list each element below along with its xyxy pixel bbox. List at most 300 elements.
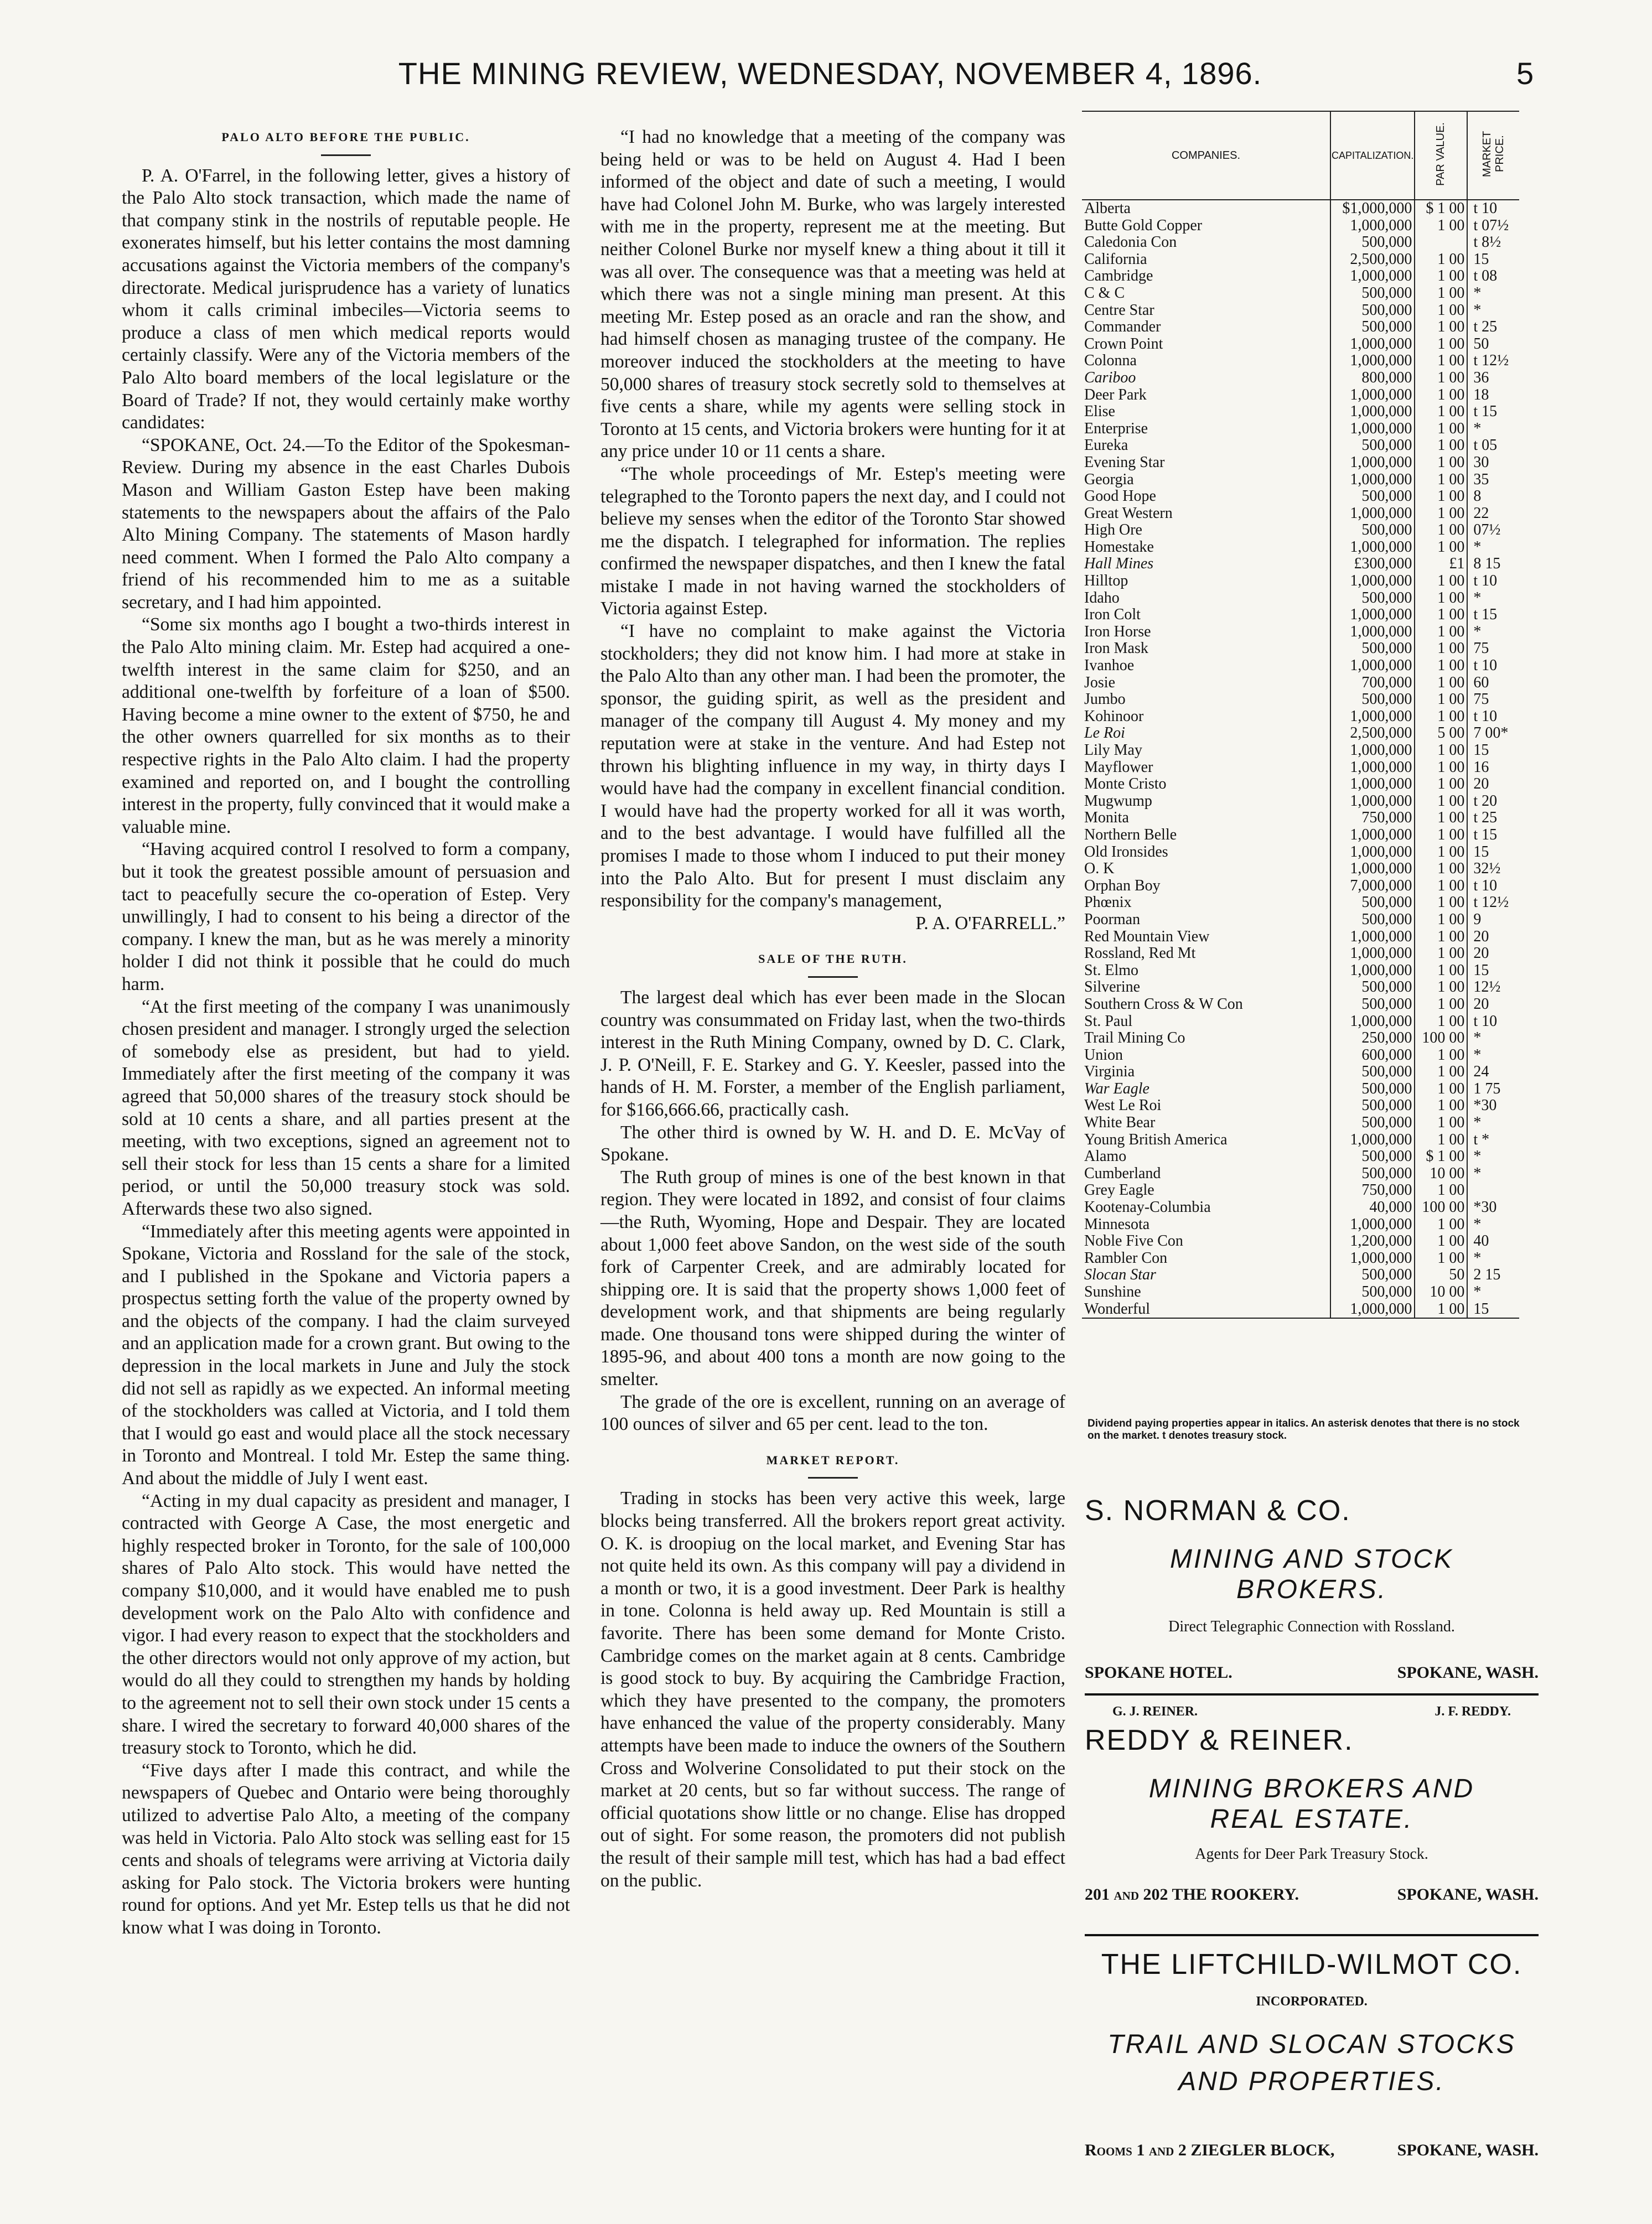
par-value: 1 00 bbox=[1415, 1081, 1467, 1098]
par-value: 1 00 bbox=[1415, 590, 1467, 607]
capitalization: 1,000,000 bbox=[1330, 844, 1415, 861]
market-price: 75 bbox=[1467, 640, 1519, 657]
market-price: * bbox=[1467, 1114, 1519, 1132]
stock-row bbox=[1082, 387, 1519, 404]
market-price: t 25 bbox=[1467, 810, 1519, 827]
company-name: Noble Five Con bbox=[1084, 1232, 1183, 1250]
stock-row bbox=[1082, 1250, 1519, 1267]
capitalization: 1,000,000 bbox=[1330, 1301, 1415, 1319]
company-name: Great Western bbox=[1084, 504, 1173, 522]
par-value: 1 00 bbox=[1415, 268, 1467, 285]
stock-row bbox=[1082, 640, 1519, 657]
par-value: 50 bbox=[1415, 1267, 1467, 1284]
stock-row bbox=[1082, 708, 1519, 725]
capitalization: 1,000,000 bbox=[1330, 454, 1415, 471]
par-value: 100 00 bbox=[1415, 1030, 1467, 1047]
market-price: * bbox=[1467, 624, 1519, 641]
ad-norman-line3: Direct Telegraphic Connection with Rossland. bbox=[1168, 1618, 1455, 1635]
capitalization: 500,000 bbox=[1330, 691, 1415, 708]
capitalization: 1,000,000 bbox=[1330, 403, 1415, 421]
company-name: Deer Park bbox=[1084, 386, 1147, 403]
market-price: 32½ bbox=[1467, 860, 1519, 878]
stock-row bbox=[1082, 1030, 1519, 1047]
stock-row bbox=[1082, 827, 1519, 844]
market-price: 8 15 bbox=[1467, 556, 1519, 573]
par-value: 1 00 bbox=[1415, 945, 1467, 962]
capitalization: 500,000 bbox=[1330, 488, 1415, 505]
stock-row bbox=[1082, 1148, 1519, 1165]
par-value: 1 00 bbox=[1415, 1233, 1467, 1250]
company-name: Le Roi bbox=[1084, 724, 1125, 742]
stock-row bbox=[1082, 1267, 1519, 1284]
par-value bbox=[1415, 234, 1467, 251]
company-name: High Ore bbox=[1084, 521, 1142, 539]
company-name: Poorman bbox=[1084, 910, 1141, 928]
paragraph: The largest deal which has ever been made in the Slocan country was consummated on Friday last, when the two-thirds interest in the Ruth Mining Company, owned by D. C. Clark, J. P. O'Neill, F. E. Starkey and G. Y. Keesler, passed into the hands of H. M. Forster, a member of the English parliament, for $166,666.66, practically cash. bbox=[600, 987, 1065, 1120]
capitalization: £300,000 bbox=[1330, 556, 1415, 573]
capitalization: 1,000,000 bbox=[1330, 827, 1415, 844]
market-price: 60 bbox=[1467, 675, 1519, 692]
capitalization: 1,000,000 bbox=[1330, 539, 1415, 556]
ad-norman-address: SPOKANE HOTEL. bbox=[1085, 1663, 1232, 1682]
market-price: *30 bbox=[1467, 1097, 1519, 1114]
par-value: 1 00 bbox=[1415, 759, 1467, 776]
ad-norman-line2: BROKERS. bbox=[1236, 1575, 1387, 1604]
par-value: 10 00 bbox=[1415, 1165, 1467, 1183]
company-name: Enterprise bbox=[1084, 419, 1148, 437]
market-price: 35 bbox=[1467, 471, 1519, 489]
par-value: 1 00 bbox=[1415, 387, 1467, 404]
capitalization: 1,000,000 bbox=[1330, 336, 1415, 353]
stock-row bbox=[1082, 471, 1519, 489]
company-name: White Bear bbox=[1084, 1114, 1156, 1132]
capitalization: 800,000 bbox=[1330, 370, 1415, 387]
paragraph: The grade of the ore is excellent, running on an average of 100 ounces of silver and 65 per cent. lead to the ton. bbox=[600, 1391, 1065, 1435]
market-price: * bbox=[1467, 285, 1519, 302]
capitalization: 1,000,000 bbox=[1330, 1250, 1415, 1267]
stock-row bbox=[1082, 606, 1519, 624]
ad-reddy-partner-left: G. J. REINER. bbox=[1112, 1704, 1198, 1719]
par-value: 1 00 bbox=[1415, 370, 1467, 387]
capitalization: 600,000 bbox=[1330, 1047, 1415, 1064]
par-value: 1 00 bbox=[1415, 352, 1467, 370]
capitalization: 1,000,000 bbox=[1330, 776, 1415, 793]
stock-row bbox=[1082, 1047, 1519, 1064]
stock-row bbox=[1082, 522, 1519, 539]
stock-row bbox=[1082, 319, 1519, 336]
stock-row bbox=[1082, 844, 1519, 861]
company-name: Colonna bbox=[1084, 352, 1137, 370]
company-name: Trail Mining Co bbox=[1084, 1029, 1185, 1047]
market-price: t 15 bbox=[1467, 403, 1519, 421]
paragraph: The other third is owned by W. H. and D. E. McVay of Spokane. bbox=[600, 1122, 1065, 1165]
market-price: 9 bbox=[1467, 911, 1519, 929]
ad-liftchild-name: THE LIFTCHILD-WILMOT CO. bbox=[1101, 1948, 1522, 1981]
par-value: 1 00 bbox=[1415, 860, 1467, 878]
market-price: 30 bbox=[1467, 454, 1519, 471]
market-price: t 12½ bbox=[1467, 352, 1519, 370]
heading-rule bbox=[808, 1477, 858, 1479]
table-footnote: Dividend paying properties appear in italics. An asterisk denotes that there is no stock on the market. t denotes treasury stock. bbox=[1087, 1418, 1520, 1442]
market-price: 15 bbox=[1467, 251, 1519, 268]
capitalization: 500,000 bbox=[1330, 1267, 1415, 1284]
capitalization: 500,000 bbox=[1330, 1114, 1415, 1132]
market-price: t 8½ bbox=[1467, 234, 1519, 251]
capitalization: 500,000 bbox=[1330, 1097, 1415, 1114]
capitalization: 1,000,000 bbox=[1330, 471, 1415, 489]
market-price: 36 bbox=[1467, 370, 1519, 387]
market-price: 18 bbox=[1467, 387, 1519, 404]
stock-table-body bbox=[1082, 200, 1519, 1318]
stock-row bbox=[1082, 556, 1519, 573]
company-name: Lily May bbox=[1084, 742, 1142, 759]
par-value: 100 00 bbox=[1415, 1199, 1467, 1216]
article-heading-market: MARKET REPORT. bbox=[766, 1453, 900, 1467]
par-value: 1 00 bbox=[1415, 573, 1467, 590]
par-value: 10 00 bbox=[1415, 1284, 1467, 1301]
capitalization: 2,500,000 bbox=[1330, 251, 1415, 268]
signature: P. A. O'FARRELL.” bbox=[915, 913, 1065, 934]
market-price: 20 bbox=[1467, 929, 1519, 946]
market-price bbox=[1467, 1182, 1519, 1199]
par-value: 1 00 bbox=[1415, 606, 1467, 624]
company-name: Young British America bbox=[1084, 1131, 1228, 1148]
par-value: 1 00 bbox=[1415, 675, 1467, 692]
par-value: 1 00 bbox=[1415, 403, 1467, 421]
company-name: Monte Cristo bbox=[1084, 775, 1167, 793]
company-name: Slocan Star bbox=[1084, 1266, 1156, 1284]
market-price: t 07½ bbox=[1467, 217, 1519, 235]
stock-row bbox=[1082, 1064, 1519, 1081]
capitalization: 1,000,000 bbox=[1330, 1013, 1415, 1030]
par-value: 1 00 bbox=[1415, 471, 1467, 489]
stock-row bbox=[1082, 1097, 1519, 1114]
stock-row bbox=[1082, 234, 1519, 251]
par-value: 1 00 bbox=[1415, 522, 1467, 539]
capitalization: 1,000,000 bbox=[1330, 606, 1415, 624]
stock-row bbox=[1082, 860, 1519, 878]
par-value: 1 00 bbox=[1415, 844, 1467, 861]
ad-reddy-reiner bbox=[1085, 1704, 1539, 1904]
market-price: t 10 bbox=[1467, 200, 1519, 217]
market-price: 12½ bbox=[1467, 979, 1519, 996]
company-name: Elise bbox=[1084, 403, 1115, 421]
stock-row bbox=[1082, 302, 1519, 319]
market-price: t 10 bbox=[1467, 573, 1519, 590]
market-price: 07½ bbox=[1467, 522, 1519, 539]
ad-liftchild-wilmot bbox=[1085, 1948, 1539, 2160]
capitalization: 7,000,000 bbox=[1330, 878, 1415, 895]
stock-row bbox=[1082, 454, 1519, 471]
heading-rule bbox=[321, 154, 371, 156]
capitalization: 750,000 bbox=[1330, 810, 1415, 827]
capitalization: 700,000 bbox=[1330, 675, 1415, 692]
ad-divider bbox=[1085, 1693, 1539, 1696]
capitalization: 2,500,000 bbox=[1330, 725, 1415, 742]
capitalization: 500,000 bbox=[1330, 1064, 1415, 1081]
company-name: Southern Cross & W Con bbox=[1084, 995, 1243, 1013]
ad-reddy-line1: MINING BROKERS AND bbox=[1148, 1774, 1475, 1803]
paragraph: “Acting in my dual capacity as president and manager, I contracted with George A Case, the most energetic and highly respected broker in Toronto, for the sale of 100,000 shares of Palo Alto stock. This would have netted the company $10,000, and it would have enabled me to push development work on the Palo Alto with confidence and vigor. I had every reason to expect that the stockholders and the other directors would not only approve of my action, but would do all they could to strengthen my hands by holding to the agreement not to sell their own stock under 15 cents a share. I wired the secretary to forward 40,000 shares of the treasury stock to Toronto, which he did. bbox=[122, 1490, 570, 1759]
par-value: 1 00 bbox=[1415, 336, 1467, 353]
par-value: 1 00 bbox=[1415, 708, 1467, 725]
ad-reddy-city: SPOKANE, WASH. bbox=[1397, 1885, 1539, 1904]
market-price: * bbox=[1467, 1165, 1519, 1183]
market-price: 15 bbox=[1467, 742, 1519, 759]
market-price: 50 bbox=[1467, 336, 1519, 353]
par-value: 1 00 bbox=[1415, 454, 1467, 471]
par-value: 1 00 bbox=[1415, 657, 1467, 675]
par-value: 1 00 bbox=[1415, 624, 1467, 641]
company-name: Old Ironsides bbox=[1084, 843, 1168, 860]
company-name: O. K bbox=[1084, 860, 1115, 878]
capitalization: 1,000,000 bbox=[1330, 962, 1415, 979]
market-price: * bbox=[1467, 1216, 1519, 1233]
capitalization: 500,000 bbox=[1330, 1165, 1415, 1183]
stock-row bbox=[1082, 1081, 1519, 1098]
company-name: Iron Colt bbox=[1084, 606, 1141, 624]
stock-row bbox=[1082, 1199, 1519, 1216]
company-name: C & C bbox=[1084, 284, 1125, 302]
par-value: 1 00 bbox=[1415, 1132, 1467, 1149]
ad-liftchild-address: Rooms 1 and 2 ZIEGLER BLOCK, bbox=[1085, 2141, 1335, 2159]
par-value: 1 00 bbox=[1415, 996, 1467, 1013]
header-par-value bbox=[1415, 111, 1467, 200]
capitalization: 1,000,000 bbox=[1330, 742, 1415, 759]
stock-row bbox=[1082, 945, 1519, 962]
company-name: West Le Roi bbox=[1084, 1097, 1162, 1114]
capitalization: 40,000 bbox=[1330, 1199, 1415, 1216]
company-name: Rossland, Red Mt bbox=[1084, 945, 1196, 962]
market-price: t 20 bbox=[1467, 793, 1519, 810]
market-price: * bbox=[1467, 590, 1519, 607]
company-name: Josie bbox=[1084, 673, 1115, 691]
stock-row bbox=[1082, 217, 1519, 235]
capitalization: 500,000 bbox=[1330, 522, 1415, 539]
column-2 bbox=[600, 126, 1065, 1892]
market-price: t 08 bbox=[1467, 268, 1519, 285]
capitalization: 1,000,000 bbox=[1330, 657, 1415, 675]
company-name: Union bbox=[1084, 1046, 1123, 1064]
market-price: * bbox=[1467, 1148, 1519, 1165]
market-price: 15 bbox=[1467, 844, 1519, 861]
stock-row bbox=[1082, 1114, 1519, 1132]
stock-row bbox=[1082, 725, 1519, 742]
par-value: 1 00 bbox=[1415, 319, 1467, 336]
par-value: 1 00 bbox=[1415, 911, 1467, 929]
ad-reddy-address: 201 and 202 THE ROOKERY. bbox=[1085, 1885, 1299, 1904]
stock-row bbox=[1082, 251, 1519, 268]
company-name: Wonderful bbox=[1082, 1301, 1330, 1319]
par-value: 1 00 bbox=[1415, 810, 1467, 827]
par-value: 1 00 bbox=[1415, 962, 1467, 979]
capitalization: 500,000 bbox=[1330, 979, 1415, 996]
par-value: 1 00 bbox=[1415, 1064, 1467, 1081]
stock-row bbox=[1082, 200, 1519, 217]
par-value: 1 00 bbox=[1415, 1216, 1467, 1233]
stock-row bbox=[1082, 1233, 1519, 1250]
stock-row bbox=[1082, 336, 1519, 353]
company-name: Minnesota bbox=[1084, 1215, 1150, 1233]
ad-reddy-partner-right: J. F. REDDY. bbox=[1435, 1704, 1511, 1719]
capitalization: 500,000 bbox=[1330, 319, 1415, 336]
market-price: 40 bbox=[1467, 1233, 1519, 1250]
company-name: Hilltop bbox=[1084, 572, 1128, 590]
market-price: *30 bbox=[1467, 1199, 1519, 1216]
par-value: 1 00 bbox=[1415, 640, 1467, 657]
par-value: $ 1 00 bbox=[1415, 1148, 1467, 1165]
ad-norman-city: SPOKANE, WASH. bbox=[1397, 1663, 1539, 1682]
company-name: Mugwump bbox=[1084, 792, 1152, 810]
stock-row bbox=[1082, 979, 1519, 996]
paragraph: “Five days after I made this contract, and while the newspapers of Quebec and Ontario were being thoroughly utilized to advertise Palo Alto, a meeting of the company was held in Victoria. Palo Alto stock was selling east for 15 cents and shoals of telegrams were arriving at Victoria daily asking for Palo stock. The Victoria brokers were hunting round for options. And yet Mr. Estep tells us that he did not know what I was doing in Toronto. bbox=[122, 1760, 570, 1938]
company-name: Silverine bbox=[1084, 978, 1141, 996]
market-price: 75 bbox=[1467, 691, 1519, 708]
par-value: 1 00 bbox=[1415, 421, 1467, 438]
par-value: 1 00 bbox=[1415, 878, 1467, 895]
header-market-label: MARKET PRICE. bbox=[1480, 131, 1506, 177]
capitalization: 500,000 bbox=[1330, 302, 1415, 319]
par-value: 1 00 bbox=[1415, 979, 1467, 996]
capitalization: 1,000,000 bbox=[1330, 929, 1415, 946]
par-value: £1 bbox=[1415, 556, 1467, 573]
company-name: Rambler Con bbox=[1084, 1249, 1168, 1267]
par-value: 1 00 bbox=[1415, 488, 1467, 505]
company-name: Red Mountain View bbox=[1084, 927, 1210, 945]
par-value: 1 00 bbox=[1415, 691, 1467, 708]
ad-norman bbox=[1085, 1494, 1539, 1682]
market-price: * bbox=[1467, 1284, 1519, 1301]
paragraph: “Immediately after this meeting agents were appointed in Spokane, Victoria and Rossland for the sale of the stock, and I published in the Spokane and Victoria papers a prospectus setting forth the value of the property owned by and the objects of the company. I had the claim surveyed and an application made for a crown grant. But owing to the depression in the local markets in June and July the stock did not sell as rapidly as we expected. An informal meeting of the stockholders was called at Victoria, and I told them that I would go east and would place all the stock necessary in Toronto and Montreal. I told Mr. Estep the same thing. And about the middle of July I went east. bbox=[122, 1221, 570, 1489]
company-name: Homestake bbox=[1084, 538, 1154, 556]
market-price: t 05 bbox=[1467, 437, 1519, 454]
capitalization: 1,000,000 bbox=[1330, 759, 1415, 776]
company-name: Cambridge bbox=[1084, 267, 1153, 285]
stock-row bbox=[1082, 539, 1519, 556]
market-price: * bbox=[1467, 539, 1519, 556]
market-price: * bbox=[1467, 1250, 1519, 1267]
paragraph: Trading in stocks has been very active this week, large blocks being transferred. All the brokers report great activity. O. K. is droopiug on the local market, and Evening Star has not quite held its own. As this company will pay a dividend in a month or two, it is a good investment. Deer Park is healthy in tone. Colonna is held away up. Red Mountain is still a favorite. There has been some demand for Monte Cristo. Cambridge comes on the market again at 8 cents. Cambridge is good stock to buy. By acquiring the Cambridge Fraction, which they have presented to the company, the promoters have enhanced the value of the property considerably. Many attempts have been made to induce the owners of the Southern Cross and Wolverine Consolidated to put their stock on the market at 20 cents, but so far without success. The range of official quotations show little or no change. Elise has dropped out of sight. For some reason, the promoters did not publish the result of their sample mill test, which has had a bad effect on the public. bbox=[600, 1488, 1065, 1891]
stock-row bbox=[1082, 878, 1519, 895]
stock-row bbox=[1082, 268, 1519, 285]
market-price: t 10 bbox=[1467, 878, 1519, 895]
masthead-title: THE MINING REVIEW, WEDNESDAY, NOVEMBER 4, 1896. bbox=[398, 56, 1262, 91]
paragraph: “At the first meeting of the company I was unanimously chosen president and manager. I strongly urged the selection of somebody else as president, but had to yield. Immediately after the first meeting of the company it was agreed that 50,000 shares of the treasury stock should be sold at 10 cents a share, and all parties present at the meeting, with two exceptions, signed an agreement not to sell their stock for less than 15 cents a share for a limited period, or until the 50,000 treasury stock was sold. Afterwards these two also signed. bbox=[122, 996, 570, 1219]
ad-divider bbox=[1085, 1934, 1539, 1936]
header-capitalization bbox=[1330, 111, 1415, 200]
stock-row bbox=[1082, 1013, 1519, 1030]
company-name: Cariboo bbox=[1084, 369, 1136, 386]
par-value: 1 00 bbox=[1415, 793, 1467, 810]
market-price: 20 bbox=[1467, 945, 1519, 962]
stock-row bbox=[1082, 793, 1519, 810]
par-value: 1 00 bbox=[1415, 437, 1467, 454]
company-name: Alberta bbox=[1084, 200, 1131, 217]
stock-row bbox=[1082, 1301, 1519, 1319]
company-name: St. Elmo bbox=[1084, 961, 1139, 979]
market-price: t * bbox=[1467, 1132, 1519, 1149]
par-value: 1 00 bbox=[1415, 929, 1467, 946]
company-name: California bbox=[1084, 250, 1147, 268]
company-name: Ivanhoe bbox=[1084, 657, 1135, 675]
capitalization: 500,000 bbox=[1330, 590, 1415, 607]
market-price: t 15 bbox=[1467, 827, 1519, 844]
stock-row bbox=[1082, 505, 1519, 522]
par-value: 1 00 bbox=[1415, 505, 1467, 522]
company-name: Cumberland bbox=[1084, 1164, 1161, 1182]
stock-row bbox=[1082, 759, 1519, 776]
stock-row bbox=[1082, 929, 1519, 946]
capitalization: 500,000 bbox=[1330, 285, 1415, 302]
market-price: 1 75 bbox=[1467, 1081, 1519, 1098]
heading-rule bbox=[808, 976, 858, 978]
company-name: Georgia bbox=[1084, 470, 1134, 488]
stock-row bbox=[1082, 691, 1519, 708]
market-price: t 10 bbox=[1467, 657, 1519, 675]
article-heading-ruth: SALE OF THE RUTH. bbox=[758, 952, 908, 966]
capitalization: 1,000,000 bbox=[1330, 387, 1415, 404]
header-market-price bbox=[1467, 111, 1519, 200]
market-price: 20 bbox=[1467, 996, 1519, 1013]
market-price: 22 bbox=[1467, 505, 1519, 522]
header-capitalization-label: CAPITALIZATION. bbox=[1332, 149, 1414, 161]
company-name: Caledonia Con bbox=[1084, 234, 1177, 251]
capitalization: 1,000,000 bbox=[1330, 793, 1415, 810]
company-name: Eureka bbox=[1084, 437, 1128, 454]
company-name: Jumbo bbox=[1084, 691, 1126, 708]
capitalization: 1,200,000 bbox=[1330, 1233, 1415, 1250]
par-value: 1 00 bbox=[1415, 1114, 1467, 1132]
company-name: Butte Gold Copper bbox=[1084, 216, 1203, 234]
capitalization: 500,000 bbox=[1330, 1081, 1415, 1098]
column-1 bbox=[122, 126, 570, 1940]
par-value: 1 00 bbox=[1415, 302, 1467, 319]
company-name: Alamo bbox=[1084, 1148, 1127, 1165]
ad-liftchild-line1: TRAIL AND SLOCAN STOCKS bbox=[1107, 2030, 1516, 2059]
par-value: 1 00 bbox=[1415, 742, 1467, 759]
stock-row bbox=[1082, 1165, 1519, 1183]
market-price: t 25 bbox=[1467, 319, 1519, 336]
capitalization: 500,000 bbox=[1330, 894, 1415, 911]
paragraph: “I have no complaint to make against the Victoria stockholders; they did not know him. I had more at stake in the Palo Alto than any other man. I had been the promoter, the sponsor, the guiding spirit, as well as the president and manager of the company till August 4. My money and my reputation were at stake in the venture. And had Estep not thrown his blighting influence in my way, in thirty days I would have had the company in excellent financial condition. I would have had the property worked for all it was worth, and to the best advantage. I would have fulfilled all the promises I made to those whom I induced to put their money into the Palo Alto. But for present I must disclaim any responsibility for the company's management, bbox=[600, 621, 1065, 911]
stock-row bbox=[1082, 996, 1519, 1013]
company-name: Phœnix bbox=[1084, 894, 1132, 911]
capitalization: 1,000,000 bbox=[1330, 945, 1415, 962]
company-name: Orphan Boy bbox=[1084, 877, 1161, 894]
capitalization: 500,000 bbox=[1330, 1284, 1415, 1301]
capitalization: 1,000,000 bbox=[1330, 708, 1415, 725]
capitalization: 750,000 bbox=[1330, 1182, 1415, 1199]
par-value: 1 00 bbox=[1415, 894, 1467, 911]
capitalization: 500,000 bbox=[1330, 437, 1415, 454]
market-price: t 15 bbox=[1467, 606, 1519, 624]
capitalization: 1,000,000 bbox=[1330, 1132, 1415, 1149]
company-name: Iron Horse bbox=[1084, 623, 1151, 640]
stock-row bbox=[1082, 1132, 1519, 1149]
company-name: Centre Star bbox=[1084, 301, 1154, 319]
article-heading-palo-alto: PALO ALTO BEFORE THE PUBLIC. bbox=[221, 130, 470, 144]
stock-row bbox=[1082, 437, 1519, 454]
stock-row bbox=[1082, 776, 1519, 793]
company-name: Iron Mask bbox=[1084, 640, 1148, 657]
paragraph: “Having acquired control I resolved to form a company, but it took the greatest possible amount of persuasion and tact to peacefully secure the co-operation of Estep. Very unwillingly, I had to consent to his being a director of the company. I knew the man, but as he was merely a minority holder I did not think it possible that he could do much harm. bbox=[122, 839, 570, 994]
paragraph: P. A. O'Farrel, in the following letter, gives a history of the Palo Alto stock transaction, which made the name of that company stink in the nostrils of reputable people. He exonerates himself, but his letter contains the most damning accusations against the Victoria members of the company's directorate. Medical jurisprudence has a variety of lunatics whom it calls criminal imbeciles—Victoria seems to produce a class of men which medical reports would certainly classify. Were any of the Victoria members of the Palo Alto board members of the local legislature or the Board of Trade? If not, they would certainly make worthy candidates: bbox=[122, 165, 570, 433]
company-name: War Eagle bbox=[1084, 1080, 1149, 1097]
ad-norman-name: S. NORMAN & CO. bbox=[1085, 1495, 1351, 1527]
stock-row bbox=[1082, 285, 1519, 302]
stock-row bbox=[1082, 810, 1519, 827]
market-price: 7 00* bbox=[1467, 725, 1519, 742]
